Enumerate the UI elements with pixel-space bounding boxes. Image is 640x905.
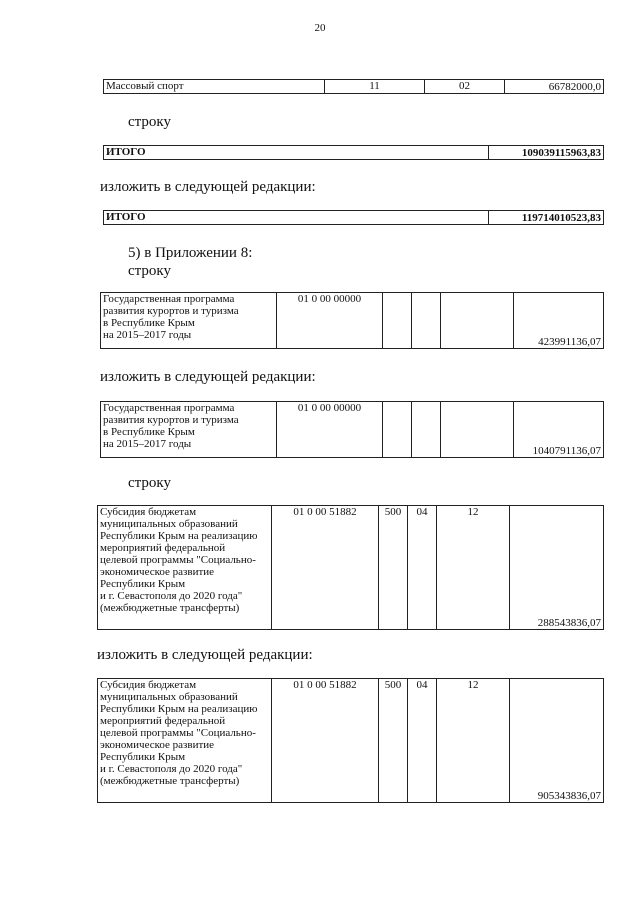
empty-cell (412, 402, 441, 458)
row-subsection: 02 (425, 80, 505, 94)
program-name-line: развития курортов и туризма (103, 414, 239, 426)
itogo-amount: 119714010523,83 (489, 211, 604, 225)
subsidy-vr: 500 (379, 506, 408, 630)
subsidy-name-line: Республики Крым (100, 751, 186, 763)
subsidy-name-cell (98, 506, 272, 630)
table-row (104, 146, 604, 160)
program-name-line: на 2015–2017 годы (103, 438, 192, 450)
text-izlozhit: изложить в следующей редакции: (97, 647, 313, 663)
empty-cell (441, 293, 514, 349)
subsidy-name-line: (межбюджетные трансферты) (100, 775, 240, 787)
subsidy-name-line: (межбюджетные трансферты) (100, 602, 240, 614)
table-row (101, 402, 604, 458)
table-row (98, 506, 604, 630)
itogo-label: ИТОГО (104, 146, 489, 160)
subsidy-name-cell (98, 679, 272, 803)
sub-old-table (97, 505, 604, 630)
subsidy-name-line: Республики Крым на реализацию (100, 703, 258, 715)
program-name-cell (101, 293, 277, 349)
empty-cell (412, 293, 441, 349)
subsidy-vr: 500 (379, 679, 408, 803)
program-amount: 423991136,07 (514, 293, 604, 349)
program-name-line: в Республике Крым (103, 317, 195, 329)
subsidy-amount: 288543836,07 (510, 506, 604, 630)
text-stroku: строку (128, 114, 171, 130)
program-code: 01 0 00 00000 (277, 293, 383, 349)
subsidy-name-line: Республики Крым на реализацию (100, 530, 258, 542)
gp-old-table (100, 292, 604, 349)
empty-cell (383, 402, 412, 458)
subsidy-name-line: и г. Севастополя до 2020 года" (100, 763, 243, 775)
table-row (101, 293, 604, 349)
itogo-old-table (103, 145, 604, 160)
subsidy-name-line: целевой программы "Социально- (100, 727, 256, 739)
sub-new-table (97, 678, 604, 803)
table-row (98, 679, 604, 803)
sport-table (103, 79, 604, 94)
program-name-line: в Республике Крым (103, 426, 195, 438)
subsidy-rz: 04 (408, 679, 437, 803)
empty-cell (441, 402, 514, 458)
row-section: 11 (325, 80, 425, 94)
subsidy-name-line: Республики Крым (100, 578, 186, 590)
empty-cell (383, 293, 412, 349)
gp-new-table (100, 401, 604, 458)
itogo-new-table (103, 210, 604, 225)
program-amount: 1040791136,07 (514, 402, 604, 458)
text-stroku: строку (128, 475, 171, 491)
subsidy-code: 01 0 00 51882 (272, 679, 379, 803)
table-row (104, 211, 604, 225)
subsidy-name-line: экономическое развитие (100, 739, 215, 751)
subsidy-name-line: целевой программы "Социально- (100, 554, 256, 566)
text-prilozhenie: 5) в Приложении 8: (128, 245, 253, 261)
subsidy-name-line: мероприятий федеральной (100, 715, 226, 727)
itogo-label: ИТОГО (104, 211, 489, 225)
subsidy-name-line: Субсидия бюджетам (100, 679, 197, 691)
subsidy-name-line: экономическое развитие (100, 566, 215, 578)
page-number: 20 (314, 22, 326, 34)
subsidy-name-line: и г. Севастополя до 2020 года" (100, 590, 243, 602)
subsidy-pr: 12 (437, 506, 510, 630)
subsidy-rz: 04 (408, 506, 437, 630)
subsidy-name-line: Субсидия бюджетам (100, 506, 197, 518)
itogo-amount: 109039115963,83 (489, 146, 604, 160)
subsidy-name-line: мероприятий федеральной (100, 542, 226, 554)
text-stroku: строку (128, 263, 171, 279)
subsidy-pr: 12 (437, 679, 510, 803)
text-izlozhit: изложить в следующей редакции: (100, 179, 316, 195)
subsidy-code: 01 0 00 51882 (272, 506, 379, 630)
program-name-line: Государственная программа (103, 293, 235, 305)
program-code: 01 0 00 00000 (277, 402, 383, 458)
text-izlozhit: изложить в следующей редакции: (100, 369, 316, 385)
program-name-line: Государственная программа (103, 402, 235, 414)
table-row (104, 80, 604, 94)
subsidy-name-line: муниципальных образований (100, 691, 238, 703)
program-name-line: на 2015–2017 годы (103, 329, 192, 341)
row-amount: 66782000,0 (505, 80, 604, 94)
subsidy-amount: 905343836,07 (510, 679, 604, 803)
program-name-cell (101, 402, 277, 458)
program-name-line: развития курортов и туризма (103, 305, 239, 317)
subsidy-name-line: муниципальных образований (100, 518, 238, 530)
row-name: Массовый спорт (104, 80, 325, 94)
